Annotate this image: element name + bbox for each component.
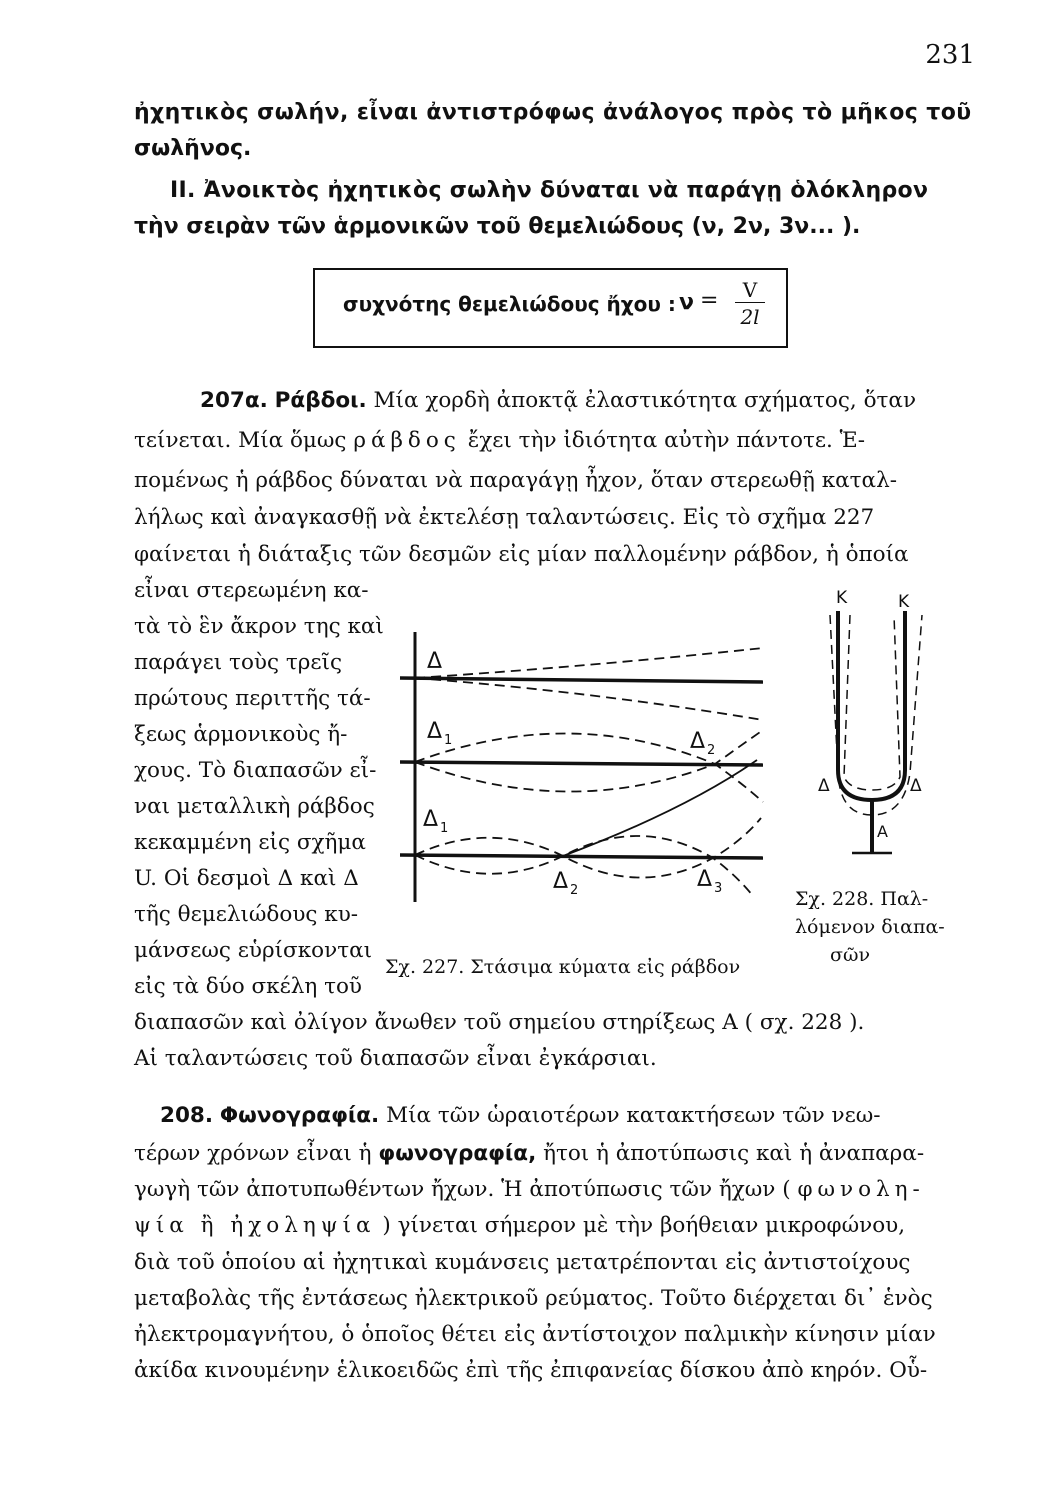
rod-third-harmonic (400, 762, 763, 765)
displacement-curve-upper (415, 648, 763, 678)
intro-line-3: II. Ἀνοικτὸς ἠχητικὸς σωλὴν δύναται νὰ παράγῃ ὁλόκληρον (170, 178, 929, 203)
section-207-line-5: φαίνεται ἡ διάταξις τῶν δεσμῶν εἰς μίαν παλλομένην ράβδον, ἡ ὁποία (134, 542, 909, 567)
left-column-line: μάνσεως εὑρίσκονται (134, 938, 373, 963)
label-sub: 1 (444, 733, 453, 748)
label-delta-right: Δ (910, 776, 922, 796)
vibration-inner (844, 615, 900, 790)
label-delta-2-bottom: Δ (553, 869, 569, 894)
spaced-word: φωνολη- (797, 1177, 925, 1202)
left-column-line: πρώτους περιττῆς τά- (134, 686, 371, 711)
section-207-line-6: εἶναι στερεωμένη κα- (134, 578, 369, 603)
section-208-text: Μία τῶν ὡραιοτέρων κατακτήσεων τῶν νεω- (386, 1103, 881, 1128)
left-column-line: ναι μεταλλικὴ ράβδος (134, 794, 375, 819)
vibration-outer (830, 615, 922, 815)
left-column-line: τῆς θεμελιώδους κυ- (134, 902, 359, 927)
section-207-text: Μία χορδὴ ἀποκτᾷ ἐλαστικότητα σχήματος, ὅταν (373, 388, 917, 413)
label-delta-1-top: Δ (427, 719, 443, 744)
section-208-line-6: μεταβολὰς τῆς ἐντάσεως ἠλεκτρικοῦ ρεύματος. Τοῦτο διέρχεται δι᾽ ἑνὸς (134, 1286, 933, 1311)
label-k-right: Κ (898, 592, 910, 612)
section-208-line-5: διὰ τοῦ ὁποίου αἱ ἠχητικαὶ κυμάνσεις μετατρέπονται εἰς ἀντιστοίχους (134, 1250, 911, 1275)
section-207-text: ἔχει τὴν ἰδιότητα αὐτὴν πάντοτε. Ἑ- (467, 428, 866, 453)
section-208-line-4 (134, 1213, 905, 1238)
formula-denominator: 2l (740, 305, 760, 329)
section-208-line-7: ἠλεκτρομαγνήτου, ὁ ὁποῖος θέτει εἰς ἀντίστοιχον παλμικὴν κίνησιν μίαν (134, 1322, 936, 1347)
section-207-text: τείνεται. Μία ὅμως (134, 428, 347, 453)
after-figure-line-1: διαπασῶν καὶ ὀλίγον ἄνωθεν τοῦ σημείου στηρίξεως Α ( σχ. 228 ). (134, 1010, 865, 1035)
section-207-line-4: λήλως καὶ ἀναγκασθῇ νὰ ἐκτελέσῃ ταλαντώσεις. Εἰς τὸ σχῆμα 227 (134, 505, 875, 530)
section-208-text: ἤτοι ἡ ἀποτύπωσις καὶ ἡ ἀναπαρα- (543, 1141, 925, 1166)
figure-228-caption-1: Σχ. 228. Παλ- (795, 888, 929, 910)
formula-label: συχνότης θεμελιώδους ἤχου : (343, 292, 676, 316)
section-207-number: 207α. (200, 388, 268, 413)
formula-equals: = (700, 288, 719, 313)
formula-fraction (735, 278, 765, 331)
intro-line-1: ἠχητικὸς σωλήν, εἶναι ἀντιστρόφως ἀνάλογος πρὸς τὸ μῆκος τοῦ (134, 100, 972, 125)
label-delta-1-bottom: Δ (423, 807, 439, 832)
figure-228-caption-2: λόμενον διαπα- (795, 916, 945, 938)
formula-box (313, 268, 788, 348)
section-208-line-8: ἀκίδα κινουμένην ἑλικοειδῶς ἐπὶ τῆς ἐπιφανείας δίσκου ἀπὸ κηρόν. Οὗ- (134, 1358, 928, 1383)
section-208-text: τέρων χρόνων εἶναι ἡ (134, 1141, 372, 1166)
formula-symbol: ν (679, 290, 694, 315)
left-column-line: τὰ τὸ ἓν ἄκρον της καὶ (134, 614, 384, 639)
section-208-line-3 (134, 1177, 925, 1202)
left-column-line: παράγει τοὺς τρεῖς (134, 650, 342, 675)
section-208-text: γωγὴ τῶν ἀποτυπωθέντων ἤχων. Ἡ ἀποτύπωσις τῶν ἤχων ( (134, 1177, 791, 1202)
section-208-term: φωνογραφία, (378, 1141, 537, 1166)
intro-line-4: τὴν σειρὰν τῶν ἁρμονικῶν τοῦ θεμελιώδους (ν, 2ν, 3ν... ). (134, 214, 861, 239)
intro-line-2: σωλῆνος. (134, 136, 252, 161)
label-delta-3-bottom: Δ (697, 867, 713, 892)
left-column-line: χους. Τὸ διαπασῶν εἶ- (134, 758, 377, 783)
section-208-line-1 (160, 1103, 881, 1128)
label-sub: 3 (714, 881, 723, 896)
figure-228 (810, 585, 940, 865)
label-delta-left: Δ (818, 776, 830, 796)
spaced-word-rabdos: ράβδος (353, 428, 461, 453)
label-delta-2-mid: Δ (690, 729, 706, 754)
section-207-line-2 (134, 428, 865, 453)
section-207-title: Ράβδοι. (274, 388, 367, 413)
section-207-line-3: πομένως ἡ ράβδος δύναται νὰ παραγάγῃ ἦχον, ὅταν στερεωθῇ καταλ- (134, 468, 897, 493)
left-column-line: εἰς τὰ δύο σκέλη τοῦ (134, 974, 362, 999)
wave-curve-upper (415, 818, 761, 858)
section-207-line-1 (200, 388, 916, 413)
section-208-title: Φωνογραφία. (219, 1103, 380, 1128)
after-figure-line-2: Αἱ ταλαντώσεις τοῦ διαπασῶν εἶναι ἐγκάρσιαι. (134, 1046, 657, 1071)
section-208-number: 208. (160, 1103, 214, 1128)
label-a: Α (877, 822, 888, 841)
left-column-line: U. Οἱ δεσμοὶ Δ καὶ Δ (134, 866, 359, 891)
spaced-word: ψία ἢ ἠχοληψία (134, 1213, 376, 1238)
label-sub: 1 (440, 821, 449, 836)
figure-227 (395, 620, 785, 980)
left-column-line: κεκαμμένη εἰς σχῆμα (134, 830, 366, 855)
figure-227-caption: Σχ. 227. Στάσιμα κύματα εἰς ράβδον (385, 956, 741, 978)
section-208-text: ) γίνεται σήμερον μὲ τὴν βοήθειαν μικροφώνου, (382, 1213, 906, 1238)
page-number: 231 (925, 40, 975, 70)
formula-numerator: V (735, 278, 765, 303)
wave-curve-lower (415, 762, 763, 802)
label-delta: Δ (427, 649, 443, 674)
label-sub: 2 (707, 743, 716, 758)
label-k-left: Κ (836, 588, 848, 608)
figure-228-caption-3: σῶν (830, 944, 871, 966)
displacement-curve-lower (415, 678, 763, 720)
section-208-line-2 (134, 1141, 924, 1166)
left-column-line: ξεως ἁρμονικοὺς ἤ- (134, 722, 348, 747)
label-sub: 2 (570, 883, 579, 898)
